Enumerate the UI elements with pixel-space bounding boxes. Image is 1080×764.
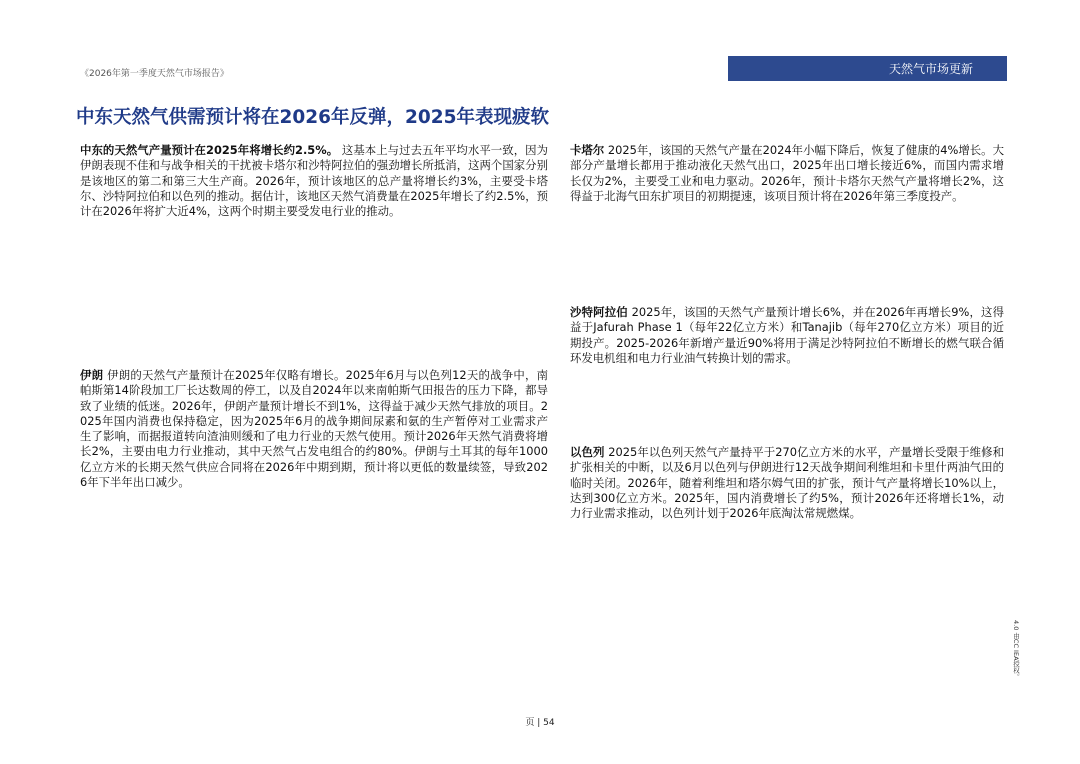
paragraph-body: 伊朗的天然气产量预计在2025年仅略有增长。2025年6月与以色列12天的战争中，南帕斯第14阶段加工厂长达数周的停工，以及自2024年以来南帕斯气田报告的压力下降，都导致了业绩的低迷。2026年，伊朗产量预计增长不到1%，这得益于减少天然气排放的项目。2025年国内消费也保持稳定，因为2025年6月的战争期间尿素和氨的生产暂停对工业需求产生了影响，而据报道转向渣油则缓和了电力行业的天然气使用。预计2026年天然气消费将增长2%，主要由电力行业推动，其中天然气占发电组合的约80%。伊朗与土耳其的每年1000亿立方米的长期天然气供应合同将在2026年中期到期，预计将以更低的数量续签，导致2026年下半年出口减少。	[80, 368, 548, 490]
paragraph-middle-east	[80, 143, 548, 219]
paragraph-lead: 卡塔尔	[570, 143, 605, 157]
section-banner	[728, 56, 1007, 81]
paragraph-body: 2025年，该国的天然气产量在2024年小幅下降后，恢复了健康的4%增长。大部分产量增长都用于推动液化天然气出口，2025年出口增长接近6%，而国内需求增长仅为2%，主要受工业和电力驱动。2026年，预计卡塔尔天然气产量将增长2%，这得益于北海气田东扩项目的初期提速，该项目预计将在2026年第三季度投产。	[570, 143, 1004, 203]
page-number: 页 | 54	[525, 718, 555, 728]
paragraph-body: 这基本上与过去五年平均水平一致，因为伊朗表现不佳和与战争相关的干扰被卡塔尔和沙特阿拉伯的强劲增长所抵消，这两个国家分别是该地区的第二和第三大生产商。2026年，预计该地区的总产量将增长约3%，主要受卡塔尔、沙特阿拉伯和以色列的推动。据估计，该地区天然气消费量在2025年增长了约2.5%，预计在2026年将扩大近4%，这两个时期主要受发电行业的推动。	[80, 143, 548, 219]
paragraph-saudi	[570, 305, 1004, 366]
paragraph-qatar	[570, 143, 1004, 204]
license-note: 4.0 由CC IEA授权。	[1012, 620, 1020, 681]
paragraph-lead: 伊朗	[80, 368, 104, 382]
paragraph-lead: 沙特阿拉伯	[570, 305, 628, 319]
paragraph-israel	[570, 445, 1004, 521]
paragraph-lead: 中东的天然气产量预计在2025年将增长约2.5%。	[80, 143, 339, 157]
section-banner-label: 天然气市场更新	[888, 62, 973, 76]
paragraph-body: 2025年，该国的天然气产量预计增长6%，并在2026年再增长9%，这得益于Jafurah Phase 1（每年22亿立方米）和Tanajib（每年270亿立方米）项目的近期投产。2025-2026年新增产量近90%将用于满足沙特阿拉伯不断增长的燃气联合循环发电机组和电力行业油气转换计划的需求。	[570, 305, 1004, 365]
report-title: 《2026年第一季度天然气市场报告》	[80, 69, 229, 79]
page-title: 中东天然气供需预计将在2026年反弹，2025年表现疲软	[76, 107, 549, 128]
paragraph-iran	[80, 368, 548, 490]
paragraph-body: 2025年以色列天然气产量持平于270亿立方米的水平，产量增长受限于维修和扩张相关的中断，以及6月以色列与伊朗进行12天战争期间利维坦和卡里什两油气田的临时关闭。2026年，随着利维坦和塔尔姆气田的扩张，预计气产量将增长10%以上，达到300亿立方米。2025年，国内消费增长了约5%，预计2026年还将增长1%，动力行业需求推动，以色列计划于2026年底淘汰常规燃煤。	[570, 445, 1004, 521]
paragraph-lead: 以色列	[570, 445, 605, 459]
